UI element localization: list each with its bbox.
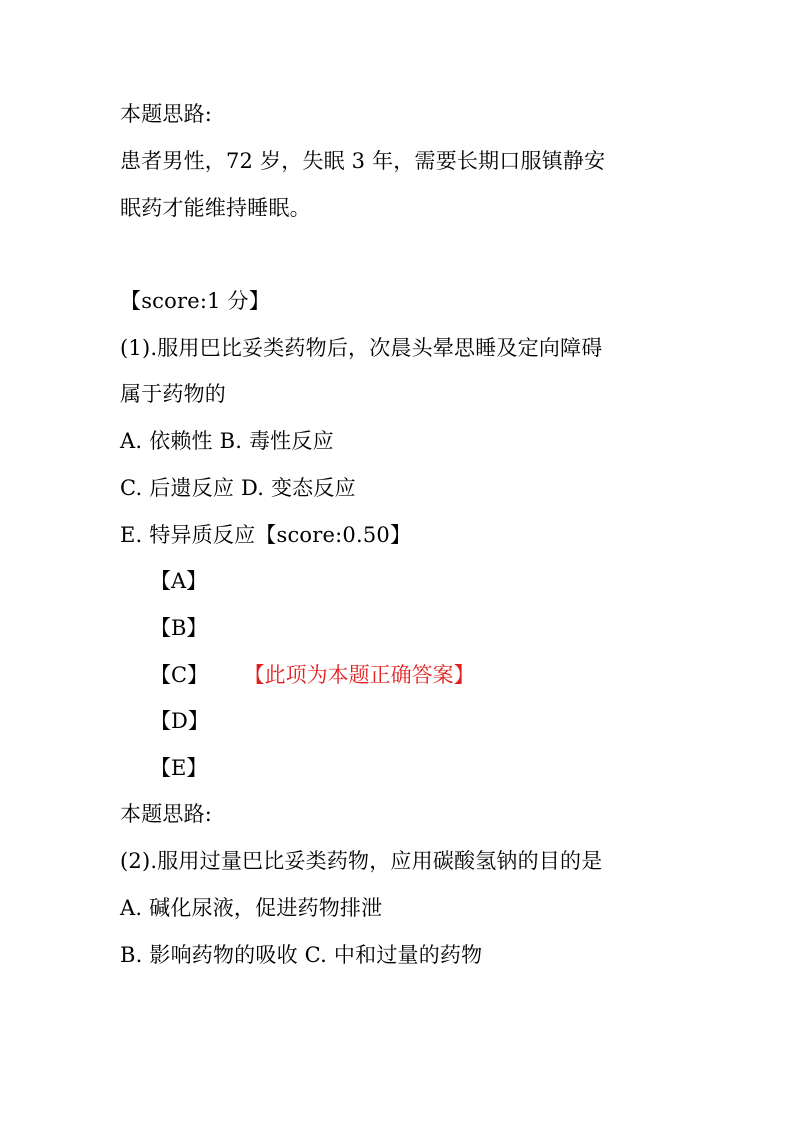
question-options-line: A. 碱化尿液，促进药物排泄 (120, 896, 383, 920)
answer-option-a: 【A】 (150, 569, 208, 593)
question-options-line: A. 依赖性 B. 毒性反应 (120, 429, 334, 453)
question-options-line: B. 影响药物的吸收 C. 中和过量的药物 (120, 943, 483, 967)
case-text-line: 眠药才能维持睡眠。 (120, 196, 311, 220)
answer-option-c-row (150, 662, 475, 688)
answer-option-b: 【B】 (150, 616, 208, 640)
score-header: 【score:1 分】 (120, 289, 270, 313)
question-text-line: (2).服用过量巴比妥类药物，应用碳酸氢钠的目的是 (120, 849, 603, 873)
thought-label: 本题思路: (120, 802, 213, 826)
correct-answer-marker: 【此项为本题正确答案】 (254, 663, 475, 687)
question-text-line: (1).服用巴比妥类药物后，次晨头晕思睡及定向障碍 (120, 336, 603, 360)
answer-option-d: 【D】 (150, 709, 209, 733)
question-options-line: C. 后遗反应 D. 变态反应 (120, 476, 356, 500)
thought-label: 本题思路: (120, 102, 213, 126)
question-text-line: 属于药物的 (120, 382, 226, 406)
case-text-line: 患者男性，72 岁，失眠 3 年，需要长期口服镇静安 (120, 149, 606, 173)
answer-option-c: 【C】 (150, 663, 209, 687)
answer-option-e: 【E】 (150, 756, 208, 780)
question-options-line: E. 特异质反应【score:0.50】 (120, 523, 412, 547)
